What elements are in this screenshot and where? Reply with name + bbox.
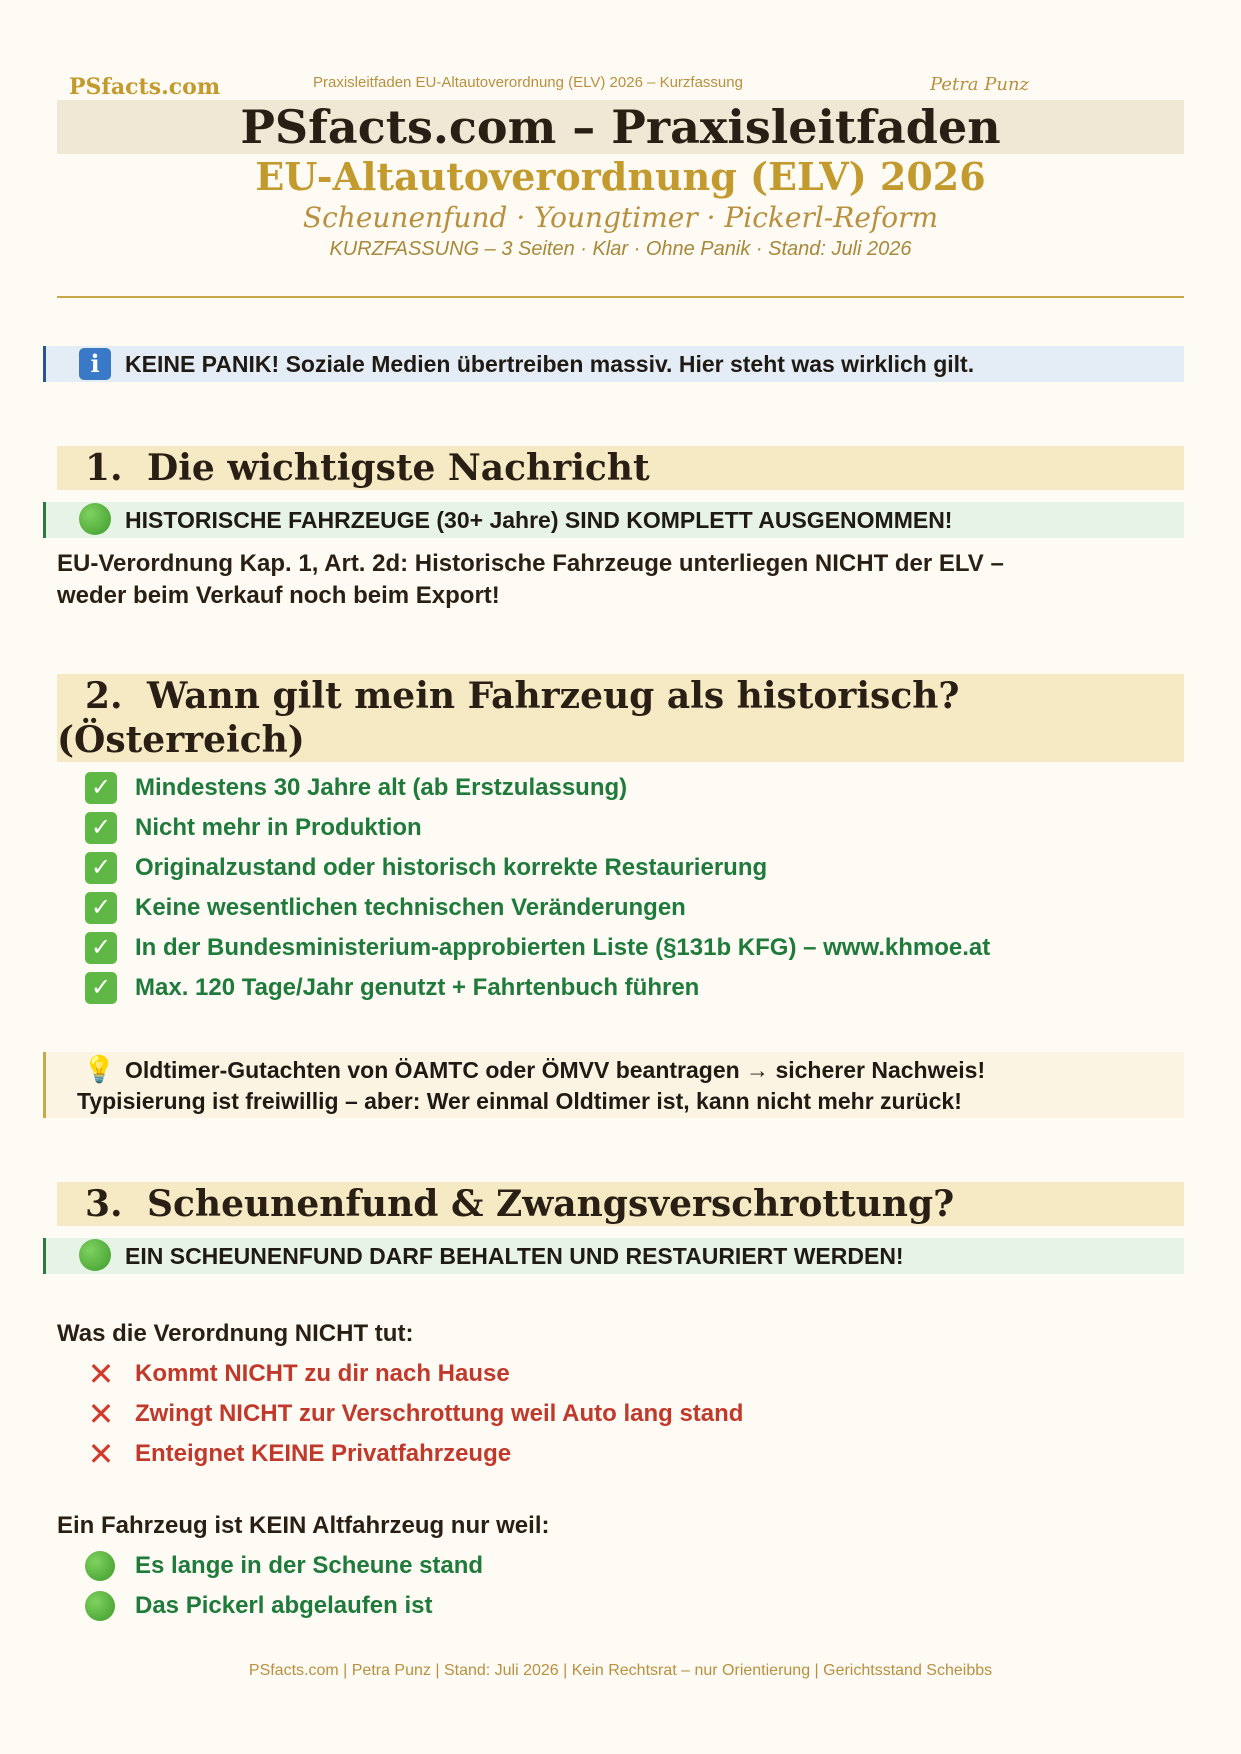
- check-icon: ✓: [85, 892, 117, 924]
- not-item-text: Zwingt NICHT zur Verschrottung weil Auto lang stand: [135, 1400, 744, 1427]
- green-circle-icon: [85, 1591, 115, 1621]
- section-2-title-line-1: Wann gilt mein Fahrzeug als historisch?: [147, 675, 960, 717]
- header-title: Praxisleitfaden EU-Altautoverordnung (ELV) 2026 – Kurzfassung: [313, 74, 743, 91]
- check-icon: ✓: [85, 932, 117, 964]
- cross-icon: ✕: [87, 1396, 115, 1432]
- criteria-text: Nicht mehr in Produktion: [135, 814, 422, 841]
- section-2-heading: [57, 674, 1184, 762]
- cross-icon: ✕: [87, 1436, 115, 1472]
- check-icon: ✓: [85, 772, 117, 804]
- cross-icon: ✕: [87, 1356, 115, 1392]
- green-circle-icon: [85, 1551, 115, 1581]
- criteria-text: Max. 120 Tage/Jahr genutzt + Fahrtenbuch führen: [135, 974, 700, 1001]
- section-1-paragraph: [57, 548, 1184, 612]
- criteria-text: Originalzustand oder historisch korrekte Restaurierung: [135, 854, 768, 881]
- tip-callout: [43, 1052, 1184, 1118]
- lightbulb-icon: 💡: [83, 1054, 116, 1084]
- not-item-text: Enteignet KEINE Privatfahrzeuge: [135, 1440, 512, 1467]
- section-1-number: 1.: [85, 447, 123, 489]
- header-author: Petra Punz: [930, 74, 1030, 95]
- check-icon: ✓: [85, 812, 117, 844]
- page-footer: PSfacts.com | Petra Punz | Stand: Juli 2026 | Kein Rechtsrat – nur Orientierung | Gerichtsstand Scheibbs: [248, 1662, 993, 1679]
- section-3-callout: [43, 1238, 1184, 1274]
- green-circle-icon: [79, 502, 111, 543]
- section-3-callout-text: EIN SCHEUNENFUND DARF BEHALTEN UND RESTAURIERT WERDEN!: [125, 1243, 904, 1269]
- section-3-heading: [57, 1182, 1184, 1226]
- section-1-para-line-2: weder beim Verkauf noch beim Export!: [57, 582, 500, 609]
- tip-line-1: Oldtimer-Gutachten von ÖAMTC oder ÖMVV beantragen → sicherer Nachweis!: [125, 1057, 986, 1083]
- page-subtitle: EU-Altautoverordnung (ELV) 2026: [255, 154, 986, 199]
- section-2-number: 2.: [85, 675, 123, 717]
- not-item-text: Kommt NICHT zu dir nach Hause: [135, 1360, 510, 1387]
- section-1-heading: [57, 446, 1184, 490]
- page-title: PSfacts.com – Praxisleitfaden: [240, 100, 1001, 154]
- because-label: Ein Fahrzeug ist KEIN Altfahrzeug nur weil:: [57, 1512, 550, 1539]
- section-1-title: Die wichtigste Nachricht: [147, 447, 650, 489]
- not-label: Was die Verordnung NICHT tut:: [57, 1320, 414, 1347]
- section-1-callout: [43, 502, 1184, 538]
- page-topics: Scheunenfund · Youngtimer · Pickerl-Reform: [302, 201, 939, 234]
- info-callout: [43, 346, 1184, 382]
- check-icon: ✓: [85, 852, 117, 884]
- because-item-text: Es lange in der Scheune stand: [135, 1552, 484, 1579]
- page-meta: KURZFASSUNG – 3 Seiten · Klar · Ohne Panik · Stand: Juli 2026: [329, 238, 912, 260]
- section-2-title-line-2: (Österreich): [57, 719, 305, 761]
- tip-line-2: Typisierung ist freiwillig – aber: Wer einmal Oldtimer ist, kann nicht mehr zurück!: [77, 1088, 962, 1114]
- because-item-text: Das Pickerl abgelaufen ist: [135, 1592, 433, 1619]
- section-3-title: Scheunenfund & Zwangsverschrottung?: [147, 1183, 955, 1225]
- title-divider: [57, 296, 1184, 298]
- header-brand: PSfacts.com: [69, 74, 221, 100]
- section-3-number: 3.: [85, 1183, 123, 1225]
- section-1-para-line-1: EU-Verordnung Kap. 1, Art. 2d: Historische Fahrzeuge unterliegen NICHT der ELV –: [57, 550, 1004, 577]
- green-circle-icon: [79, 1238, 111, 1279]
- info-icon: i: [79, 346, 111, 380]
- info-callout-text: KEINE PANIK! Soziale Medien übertreiben massiv. Hier steht was wirklich gilt.: [125, 351, 975, 377]
- criteria-text: Mindestens 30 Jahre alt (ab Erstzulassung): [135, 774, 628, 801]
- criteria-text: Keine wesentlichen technischen Veränderungen: [135, 894, 686, 921]
- check-icon: ✓: [85, 972, 117, 1004]
- criteria-text: In der Bundesministerium-approbierten Liste (§131b KFG) – www.khmoe.at: [135, 934, 991, 961]
- section-1-callout-text: HISTORISCHE FAHRZEUGE (30+ Jahre) SIND KOMPLETT AUSGENOMMEN!: [125, 507, 953, 533]
